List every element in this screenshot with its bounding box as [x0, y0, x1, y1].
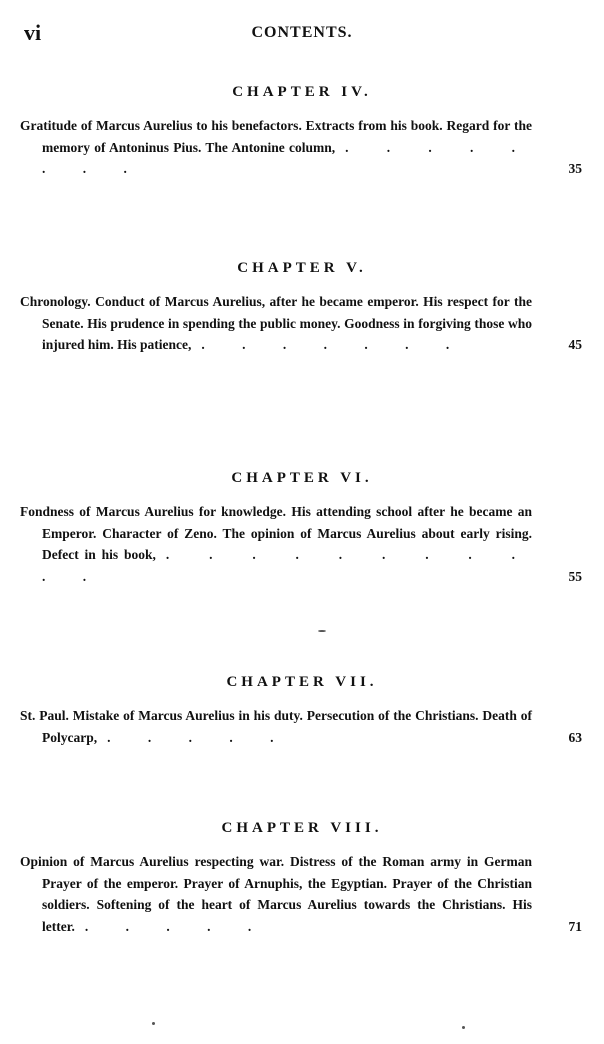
chapter-heading: CHAPTER V.: [237, 260, 367, 276]
page-number: 55: [568, 568, 582, 584]
page-number: 45: [568, 337, 582, 352]
print-speck: [318, 630, 326, 632]
summary-text: Gratitude of Marcus Aurelius to his benefactors. Extracts from his book. Regard for the memory of Antoninus Pius. The Antonine column,: [20, 118, 532, 155]
chapter-heading: CHAPTER IV.: [232, 84, 372, 100]
chapter-summary: [20, 501, 582, 587]
running-head: [0, 20, 604, 48]
chapter-entry-vii: [0, 674, 604, 748]
chapter-entry-viii: [0, 820, 604, 937]
leader-dots: . . . . . . . . . . .: [42, 547, 532, 584]
summary-text: Chronology. Conduct of Marcus Aurelius, after he became emperor. His respect for the Senate. His prudence in spending the public money. Goodness in forgiving those who injured him. His patience,: [20, 294, 532, 352]
leader-dots: . . . . . . . .: [42, 139, 532, 176]
summary-text: Opinion of Marcus Aurelius respecting war. Distress of the Roman army in German Prayer of the emperor. Prayer of Arnuphis, the Egyptian. Prayer of the Christian soldiers. Softening of the heart of Marcus Aurelius towards the Christians. His letter.: [20, 854, 532, 934]
contents-title: CONTENTS.: [251, 24, 353, 41]
leader-dots: . . . . .: [84, 918, 269, 934]
chapter-heading: CHAPTER VI.: [231, 470, 373, 486]
summary-text: Fondness of Marcus Aurelius for knowledge. His attending school after he became an Emperor. Character of Zeno. The opinion of Marcus Aurelius about early rising. Defect in his book,: [20, 504, 532, 562]
chapter-entry-iv: [0, 84, 604, 180]
page-number: 35: [568, 161, 582, 176]
chapter-summary: [20, 705, 582, 748]
page-number: 71: [568, 918, 582, 934]
page-folio: vi: [24, 20, 42, 45]
chapter-heading: CHAPTER VII.: [226, 674, 378, 690]
leader-dots: . . . . . . .: [201, 337, 467, 352]
leader-dots: . . . . .: [107, 729, 291, 745]
chapter-summary: [20, 851, 582, 937]
chapter-heading: CHAPTER VIII.: [221, 820, 383, 836]
chapter-entry-v: [0, 260, 604, 356]
print-speck: [152, 1022, 155, 1025]
print-speck: [462, 1026, 465, 1029]
chapter-summary: [20, 115, 582, 180]
page-number: 63: [568, 729, 582, 745]
chapter-summary: [20, 291, 582, 356]
chapter-entry-vi: [0, 470, 604, 587]
summary-text: St. Paul. Mistake of Marcus Aurelius in his duty. Persecution of the Christians. Death of Polycarp,: [20, 708, 532, 745]
